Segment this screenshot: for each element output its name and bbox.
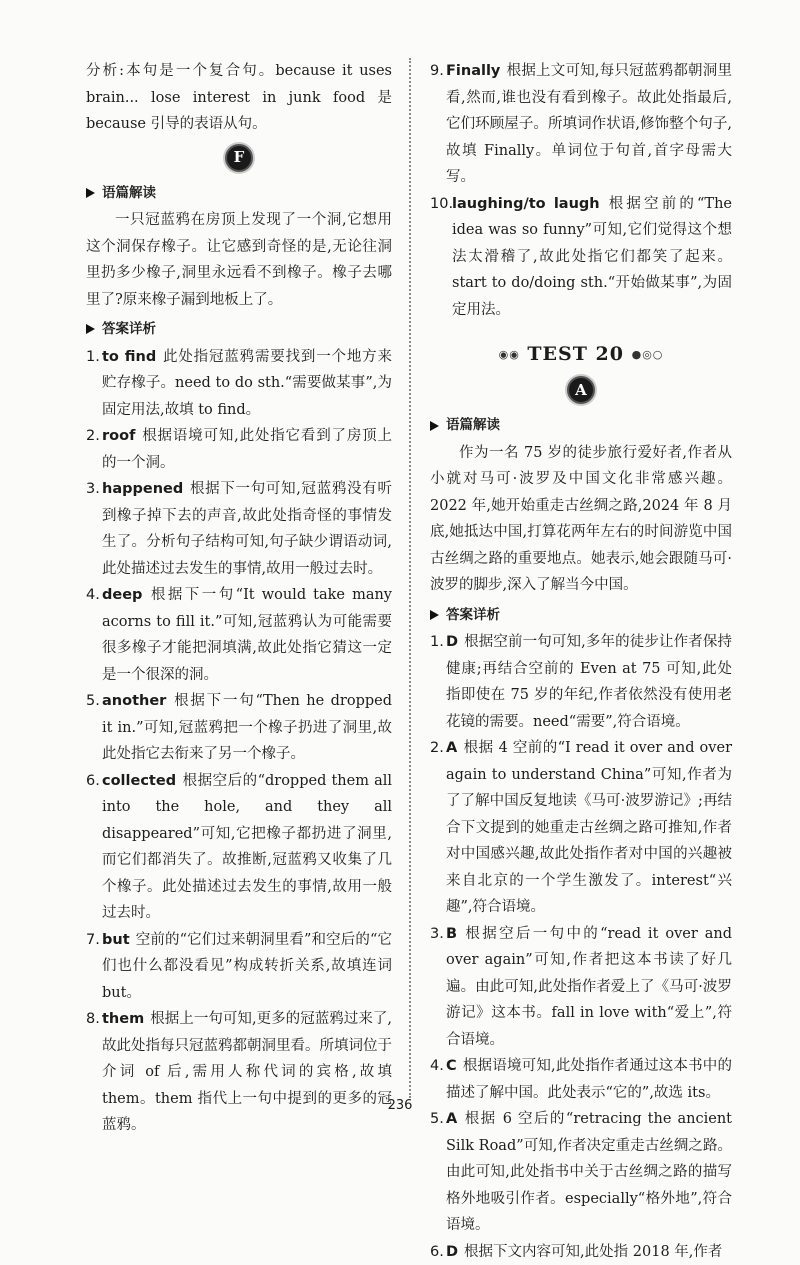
- item-answer: A: [446, 1111, 458, 1128]
- answer-item: [86, 768, 392, 927]
- answer-item: [430, 735, 732, 921]
- test-title-text: TEST 20: [527, 343, 624, 365]
- item-explanation: 根据下一句可知,冠蓝鸦没有听到橡子掉下去的声音,故此处指奇怪的事情发生了。分析句子结构可知,句子缺少谓语动词,此处描述过去发生的事情,故用一般过去时。: [102, 481, 392, 577]
- item-number: 1.: [430, 634, 444, 651]
- column-divider: [409, 58, 411, 1098]
- item-explanation: 根据上文可知,每只冠蓝鸦都朝洞里看,然而,谁也没有看到橡子。故此处指最后,它们环顾屋子。所填词作状语,修饰整个句子,故填 Finally。单词位于句首,首字母需大写。: [446, 63, 732, 185]
- test-title: [430, 341, 732, 368]
- item-answer: Finally: [446, 63, 501, 79]
- answer-item: [430, 191, 732, 324]
- title-dots-right: ●◎○: [631, 347, 664, 361]
- analysis-note: 分析:本句是一个复合句。because it uses brain... lose interest in junk food 是 because 引导的表语从句。: [86, 63, 392, 132]
- item-explanation: 根据下文内容可知,此处指 2018 年,作者: [464, 1243, 723, 1260]
- item-explanation: 根据语境可知,此处指它看到了房顶上的一个洞。: [102, 428, 392, 471]
- answers-heading: [430, 602, 732, 629]
- section-badge-a: A: [567, 376, 595, 404]
- item-number: 1.: [86, 348, 100, 365]
- answer-item: [86, 1006, 392, 1139]
- item-number: 4.: [430, 1058, 444, 1075]
- item-number: 3.: [430, 925, 444, 942]
- item-explanation: 根据 4 空前的“I read it over and over again to understand China”可知,作者为了了解中国反复地读《马可·波罗游记》;再结合下文提到的她重走古丝绸之路可推知,作者对中国感兴趣,故此处指作者对中国的兴趣被来自北京的一个学生激发了。interest“兴趣”,符合语境。: [446, 740, 732, 916]
- item-number: 7.: [86, 931, 100, 948]
- passage-summary: 一只冠蓝鸦在房顶上发现了一个洞,它想用这个洞保存橡子。让它感到奇怪的是,无论往洞里扔多少橡子,洞里永远看不到橡子。橡子去哪里了?原来橡子漏到地板上了。: [86, 212, 392, 308]
- answer-item: [430, 1106, 732, 1239]
- answer-item: [86, 927, 392, 1007]
- item-explanation: 空前的“它们过来朝洞里看”和空后的“它们也什么都没看见”构成转折关系,故填连词 but。: [102, 931, 392, 1001]
- passage-heading: [86, 180, 392, 207]
- page-number: 236: [387, 1098, 413, 1113]
- passage-heading-label: 语篇解读: [102, 184, 156, 201]
- answer-item: [86, 423, 392, 476]
- item-answer: laughing/to laugh: [452, 195, 600, 212]
- item-number: 10.: [430, 195, 454, 212]
- item-number: 6.: [430, 1243, 444, 1260]
- item-explanation: 根据语境可知,此处指作者通过这本书中的描述了解中国。此处表示“它的”,故选 its。: [446, 1058, 732, 1101]
- passage-summary: 作为一名 75 岁的徒步旅行爱好者,作者从小就对马可·波罗及中国文化非常感兴趣。2022 年,她开始重走古丝绸之路,2024 年 8 月底,她抵达中国,打算花两年左右的时间游览中国古丝绸之路的重要地点。她表示,她会跟随马可·波罗的脚步,深入了解当今中国。: [430, 444, 732, 594]
- answer-item: [86, 476, 392, 582]
- item-number: 3.: [86, 481, 100, 497]
- answers-heading: [86, 316, 392, 343]
- item-answer: deep: [102, 587, 143, 603]
- item-answer: B: [446, 925, 458, 942]
- triangle-bullet-icon: [430, 610, 439, 620]
- item-number: 5.: [86, 693, 100, 709]
- answer-item: [430, 58, 732, 191]
- triangle-bullet-icon: [86, 188, 95, 198]
- item-answer: D: [446, 634, 459, 651]
- triangle-bullet-icon: [430, 421, 439, 431]
- left-column: [86, 58, 392, 1139]
- section-badge-wrap: [430, 376, 732, 406]
- item-explanation: 根据空前的“The idea was so funny”可知,它们觉得这个想法太滑稽了,故此处指它们都笑了起来。start to do/doing sth.“开始做某事”,为固定用法。: [452, 195, 732, 318]
- answer-item: [86, 344, 392, 424]
- passage-heading: [430, 412, 732, 439]
- answer-item: [430, 1239, 732, 1265]
- title-dots-left: ◉◉: [498, 347, 520, 361]
- item-answer: C: [446, 1058, 457, 1075]
- item-explanation: 根据 6 空后的“retracing the ancient Silk Road”可知,作者决定重走古丝绸之路。由此可知,此处指书中关于古丝绸之路的描写格外地吸引作者。especially“格外地”,符合语境。: [446, 1111, 732, 1234]
- item-number: 2.: [86, 428, 100, 444]
- triangle-bullet-icon: [86, 324, 95, 334]
- right-column: [430, 58, 732, 1265]
- item-answer: but: [102, 931, 130, 948]
- passage-heading-label: 语篇解读: [446, 417, 500, 434]
- item-number: 5.: [430, 1111, 444, 1128]
- item-answer: them: [102, 1011, 145, 1027]
- answer-item: [430, 629, 732, 735]
- item-answer: happened: [102, 481, 184, 497]
- item-answer: D: [446, 1243, 459, 1260]
- item-explanation: 根据上一句可知,更多的冠蓝鸦过来了,故此处指每只冠蓝鸦都朝洞里看。所填词位于介词 of 后,需用人称代词的宾格,故填 them。them 指代上一句中提到的更多的冠蓝鸦。: [102, 1011, 392, 1133]
- answers-heading-label: 答案详析: [446, 606, 500, 623]
- answer-item: [430, 921, 732, 1054]
- item-answer: collected: [102, 772, 177, 789]
- answers-heading-label: 答案详析: [102, 321, 156, 337]
- item-answer: another: [102, 693, 167, 709]
- section-badge-f: F: [225, 144, 253, 172]
- item-answer: A: [446, 740, 458, 757]
- item-explanation: 根据空后的“dropped them all into the hole, and they all disappeared”可知,它把橡子都扔进了洞里,而它们都消失了。故推断,冠蓝鸦又收集了几个橡子。此处描述过去发生的事情,故用一般过去时。: [102, 772, 392, 921]
- section-badge-wrap: [86, 144, 392, 174]
- item-number: 6.: [86, 772, 100, 789]
- item-explanation: 根据空前一句可知,多年的徒步让作者保持健康;再结合空前的 Even at 75 可知,此处指即使在 75 岁的年纪,作者依然没有使用老花镜的需要。need“需要”,符合语境。: [446, 634, 732, 730]
- item-explanation: 根据下一句“Then he dropped it in.”可知,冠蓝鸦把一个橡子扔进了洞里,故此处指它去衔来了另一个橡子。: [102, 693, 392, 762]
- item-number: 4.: [86, 587, 100, 603]
- item-explanation: 根据空后一句中的“read it over and over again”可知,作者把这本书读了好几遍。由此可知,此处指作者爱上了《马可·波罗游记》这本书。fall in love with“爱上”,符合语境。: [446, 925, 732, 1048]
- item-answer: to find: [102, 348, 157, 365]
- item-answer: roof: [102, 428, 136, 444]
- item-number: 8.: [86, 1011, 100, 1027]
- item-explanation: 此处指冠蓝鸦需要找到一个地方来贮存橡子。need to do sth.“需要做某事”,为固定用法,故填 to find。: [102, 348, 392, 418]
- answer-item: [86, 582, 392, 688]
- answer-item: [86, 688, 392, 768]
- item-number: 9.: [430, 63, 444, 79]
- item-number: 2.: [430, 740, 444, 757]
- item-explanation: 根据下一句“It would take many acorns to fill it.”可知,冠蓝鸦认为可能需要很多橡子才能把洞填满,故此处指它猜这一定是一个很深的洞。: [102, 587, 392, 683]
